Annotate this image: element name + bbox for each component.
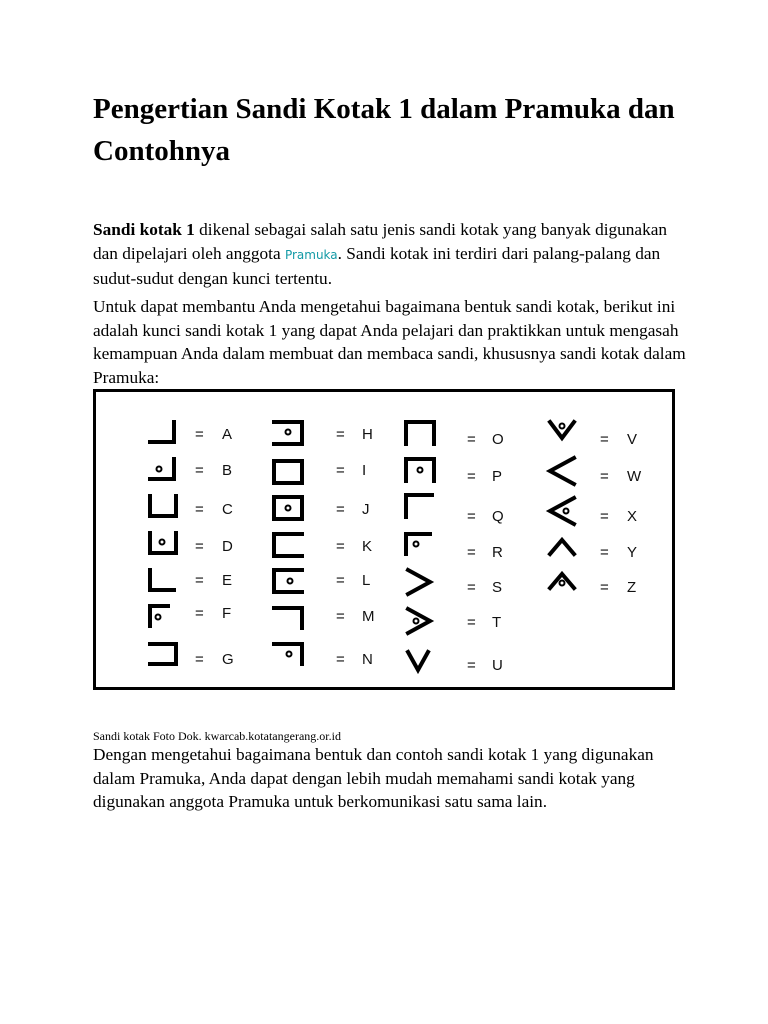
symbol-y	[550, 540, 574, 554]
cipher-letter-h: H	[362, 426, 373, 443]
symbol-k	[274, 534, 302, 556]
equals-sign: =	[467, 508, 476, 525]
equals-sign: =	[195, 605, 204, 622]
equals-sign: =	[600, 544, 609, 561]
cipher-key-image	[93, 389, 675, 690]
symbol-j	[274, 497, 302, 519]
symbol-z	[550, 574, 574, 588]
symbol-d	[150, 533, 176, 553]
symbol-m	[274, 608, 302, 628]
equals-sign: =	[467, 579, 476, 596]
symbol-g	[150, 644, 176, 664]
cipher-letter-t: T	[492, 614, 502, 631]
intro-paragraph	[93, 218, 693, 291]
cipher-letter-d: D	[222, 538, 233, 555]
conclusion-paragraph: Dengan mengetahui bagaimana bentuk dan contoh sandi kotak 1 yang digunakan dalam Pramuka, Anda dapat dengan lebih mudah memahami sandi kotak yang digunakan anggota Pramuka untuk berkomunikasi satu sama lain.	[93, 745, 654, 811]
pramuka-link[interactable]: Pramuka	[284, 247, 338, 262]
cipher-letter-p: P	[492, 468, 503, 485]
symbol-l	[274, 570, 302, 592]
cipher-letter-l: L	[362, 572, 371, 589]
cipher-letter-r: R	[492, 544, 503, 561]
intro-text-2: . Sandi kotak ini terdiri dari palang-palang dan sudut-sudut dengan kunci tertentu.	[93, 243, 661, 288]
cipher-letter-m: M	[362, 608, 375, 625]
equals-sign: =	[195, 538, 204, 555]
symbol-e	[150, 570, 174, 590]
cipher-letter-u: U	[492, 657, 503, 674]
cipher-key-figure	[96, 392, 672, 687]
cipher-letter-c: C	[222, 501, 233, 518]
cipher-letter-k: K	[362, 538, 373, 555]
equals-sign: =	[467, 468, 476, 485]
symbol-w	[550, 458, 574, 484]
symbol-n	[274, 644, 302, 664]
equals-sign: =	[467, 614, 476, 631]
cipher-letter-g: G	[222, 651, 234, 668]
cipher-letter-w: W	[627, 468, 642, 485]
symbol-p	[406, 459, 434, 481]
cipher-letter-x: X	[627, 508, 638, 525]
equals-sign: =	[467, 431, 476, 448]
equals-sign: =	[336, 651, 345, 668]
equals-sign: =	[336, 608, 345, 625]
equals-sign: =	[600, 468, 609, 485]
equals-sign: =	[600, 508, 609, 525]
equals-sign: =	[336, 538, 345, 555]
cipher-letter-n: N	[362, 651, 373, 668]
cipher-letter-j: J	[362, 501, 370, 518]
cipher-letter-f: F	[222, 605, 232, 622]
intro-bold: Sandi kotak 1	[93, 220, 195, 239]
cipher-letter-v: V	[627, 431, 638, 448]
symbol-u	[408, 652, 428, 670]
symbol-v	[550, 422, 574, 438]
equals-sign: =	[195, 572, 204, 589]
cipher-letter-z: Z	[627, 579, 637, 596]
cipher-letter-b: B	[222, 462, 233, 479]
image-caption: Sandi kotak Foto Dok. kwarcab.kotatangerang.or.id	[93, 729, 341, 743]
equals-sign: =	[336, 572, 345, 589]
equals-sign: =	[195, 651, 204, 668]
cipher-letter-q: Q	[492, 508, 504, 525]
cipher-letter-e: E	[222, 572, 233, 589]
symbol-s	[408, 570, 430, 594]
symbol-r	[406, 534, 430, 554]
symbol-a	[150, 422, 174, 442]
symbol-c	[150, 496, 176, 516]
symbol-f	[150, 606, 168, 626]
intro-text-1: dikenal sebagai salah satu jenis sandi kotak yang banyak digunakan dan dipelajari oleh anggota	[93, 220, 668, 263]
cipher-letter-a: A	[222, 426, 233, 443]
page-title: Pengertian Sandi Kotak 1 dalam Pramuka dan Contohnya	[93, 93, 675, 167]
equals-sign: =	[336, 426, 345, 443]
cipher-letter-s: S	[492, 579, 503, 596]
equals-sign: =	[600, 579, 609, 596]
symbol-t	[408, 609, 430, 633]
symbol-q	[406, 495, 432, 517]
symbol-h	[274, 422, 302, 444]
cipher-letter-y: Y	[627, 544, 638, 561]
equals-sign: =	[600, 431, 609, 448]
symbol-x	[550, 498, 574, 524]
symbol-o	[406, 422, 434, 444]
equals-sign: =	[336, 501, 345, 518]
symbol-b	[150, 459, 174, 479]
equals-sign: =	[467, 657, 476, 674]
equals-sign: =	[467, 544, 476, 561]
symbol-i	[274, 461, 302, 483]
equals-sign: =	[195, 462, 204, 479]
equals-sign: =	[336, 462, 345, 479]
key-intro-paragraph: Untuk dapat membantu Anda mengetahui bagaimana bentuk sandi kotak, berikut ini adalah kunci sandi kotak 1 yang dapat Anda pelajari dan praktikkan untuk mengasah kemampuan Anda dalam membuat dan membaca sandi, khususnya sandi kotak dalam Pramuka:	[93, 297, 686, 387]
equals-sign: =	[195, 501, 204, 518]
cipher-letter-i: I	[362, 462, 367, 479]
cipher-letter-o: O	[492, 431, 504, 448]
equals-sign: =	[195, 426, 204, 443]
